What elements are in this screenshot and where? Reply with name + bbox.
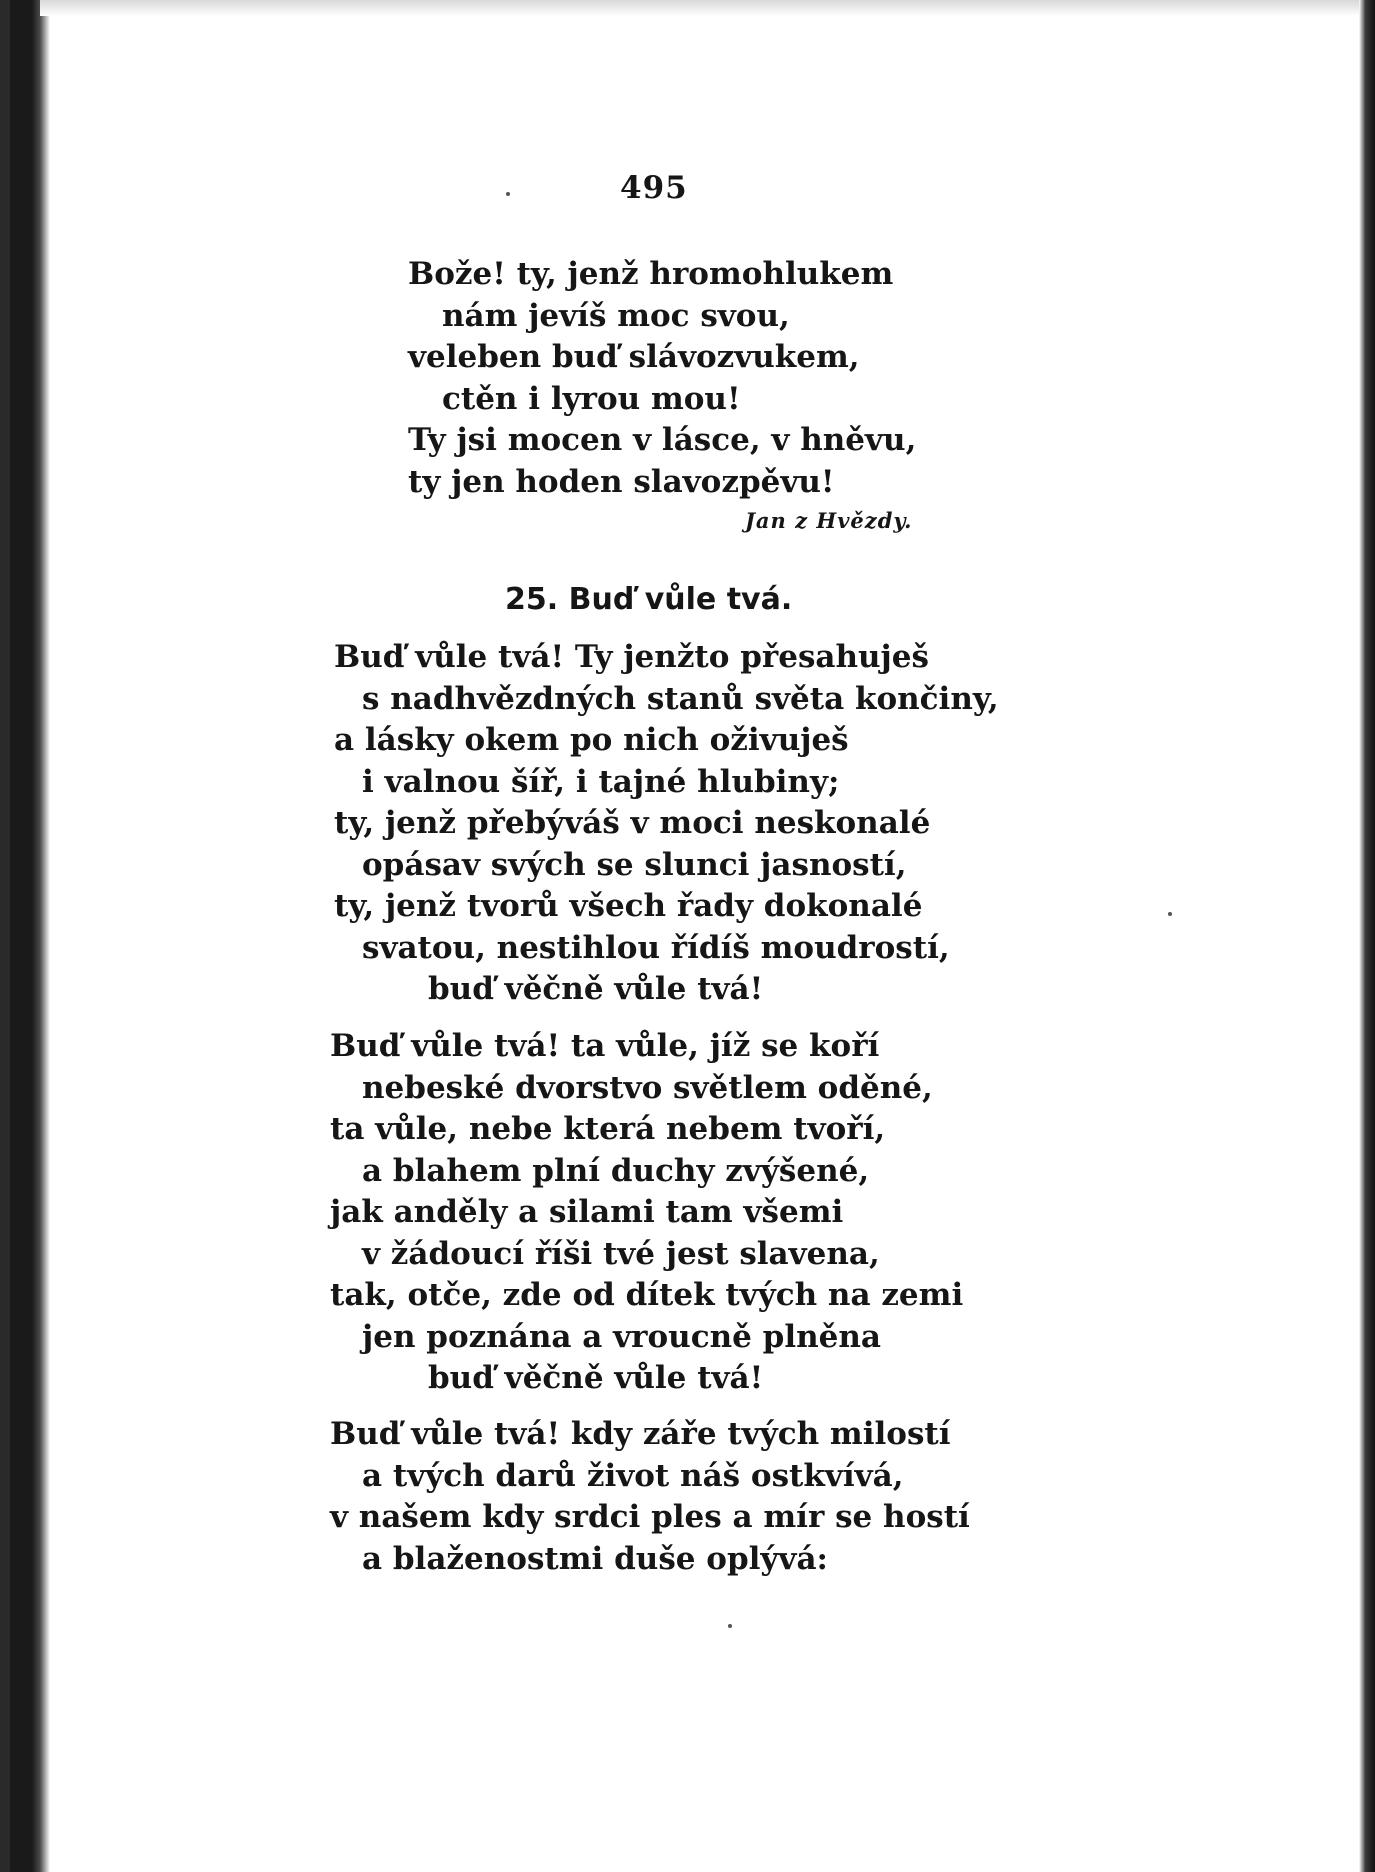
verse-line: jak anděly a silami tam všemi <box>330 1194 844 1230</box>
verse-line: ty jen hoden slavozpěvu! <box>408 463 835 500</box>
verse-line: ta vůle, nebe která nebem tvoří, <box>330 1111 886 1147</box>
verse-line: v našem kdy srdci ples a mír se hostí <box>330 1499 970 1535</box>
book-binding-shadow <box>0 0 10 1872</box>
verse-line: s nadhvězdných stanů světa končiny, <box>362 680 999 717</box>
book-gutter-shadow <box>10 0 50 1872</box>
stanza-3 <box>330 1414 970 1580</box>
verse-line: svatou, nestihlou řídíš moudrostí, <box>362 929 950 966</box>
verse-line: opásav svých se slunci jasností, <box>362 846 907 883</box>
speck-mark <box>728 1624 732 1628</box>
stanza-1 <box>334 637 999 1011</box>
verse-line: tak, otče, zde od dítek tvých na zemi <box>330 1277 964 1313</box>
verse-line: buď věčně vůle tvá! <box>428 971 764 1007</box>
verse-line: nebeské dvorstvo světlem oděné, <box>362 1069 933 1106</box>
verse-line: a lásky okem po nich oživuješ <box>334 722 849 758</box>
verse-line: veleben buď slávozvukem, <box>408 339 860 375</box>
verse-line: a blaženostmi duše oplývá: <box>362 1540 828 1577</box>
verse-line: Buď vůle tvá! ta vůle, jíž se koří <box>330 1028 880 1064</box>
verse-line: i valnou šíř, i tajné hlubiny; <box>362 763 840 800</box>
stanza-intro <box>408 254 916 503</box>
verse-line: ctěn i lyrou mou! <box>442 380 741 417</box>
verse-line: Buď vůle tvá! Ty jenžto přesahuješ <box>334 639 929 675</box>
verse-line: ty, jenž tvorů všech řady dokonalé <box>334 888 923 924</box>
page-number: 495 <box>620 170 688 206</box>
verse-line: nám jevíš moc svou, <box>442 297 790 334</box>
stanza-2 <box>330 1026 963 1400</box>
section-title: 25. Buď vůle tvá. <box>505 582 793 617</box>
attribution: Jan z Hvězdy. <box>745 508 913 533</box>
speck-mark <box>506 192 510 196</box>
verse-line: buď věčně vůle tvá! <box>428 1360 764 1396</box>
verse-line: a tvých darů život náš ostkvívá, <box>362 1457 904 1494</box>
verse-line: Bože! ty, jenž hromohlukem <box>408 256 894 292</box>
verse-line: ty, jenž přebýváš v moci neskonalé <box>334 805 931 841</box>
verse-line: Ty jsi mocen v lásce, v hněvu, <box>408 422 917 458</box>
verse-line: a blahem plní duchy zvýšené, <box>362 1152 870 1189</box>
verse-line: Buď vůle tvá! kdy záře tvých milostí <box>330 1416 951 1452</box>
verse-line: jen poznána a vroucně plněna <box>362 1318 881 1355</box>
page-top-shadow <box>40 0 1359 16</box>
page-edge-shadow <box>1359 0 1375 1872</box>
verse-line: v žádoucí říši tvé jest slavena, <box>362 1235 880 1272</box>
speck-mark <box>1168 912 1172 916</box>
